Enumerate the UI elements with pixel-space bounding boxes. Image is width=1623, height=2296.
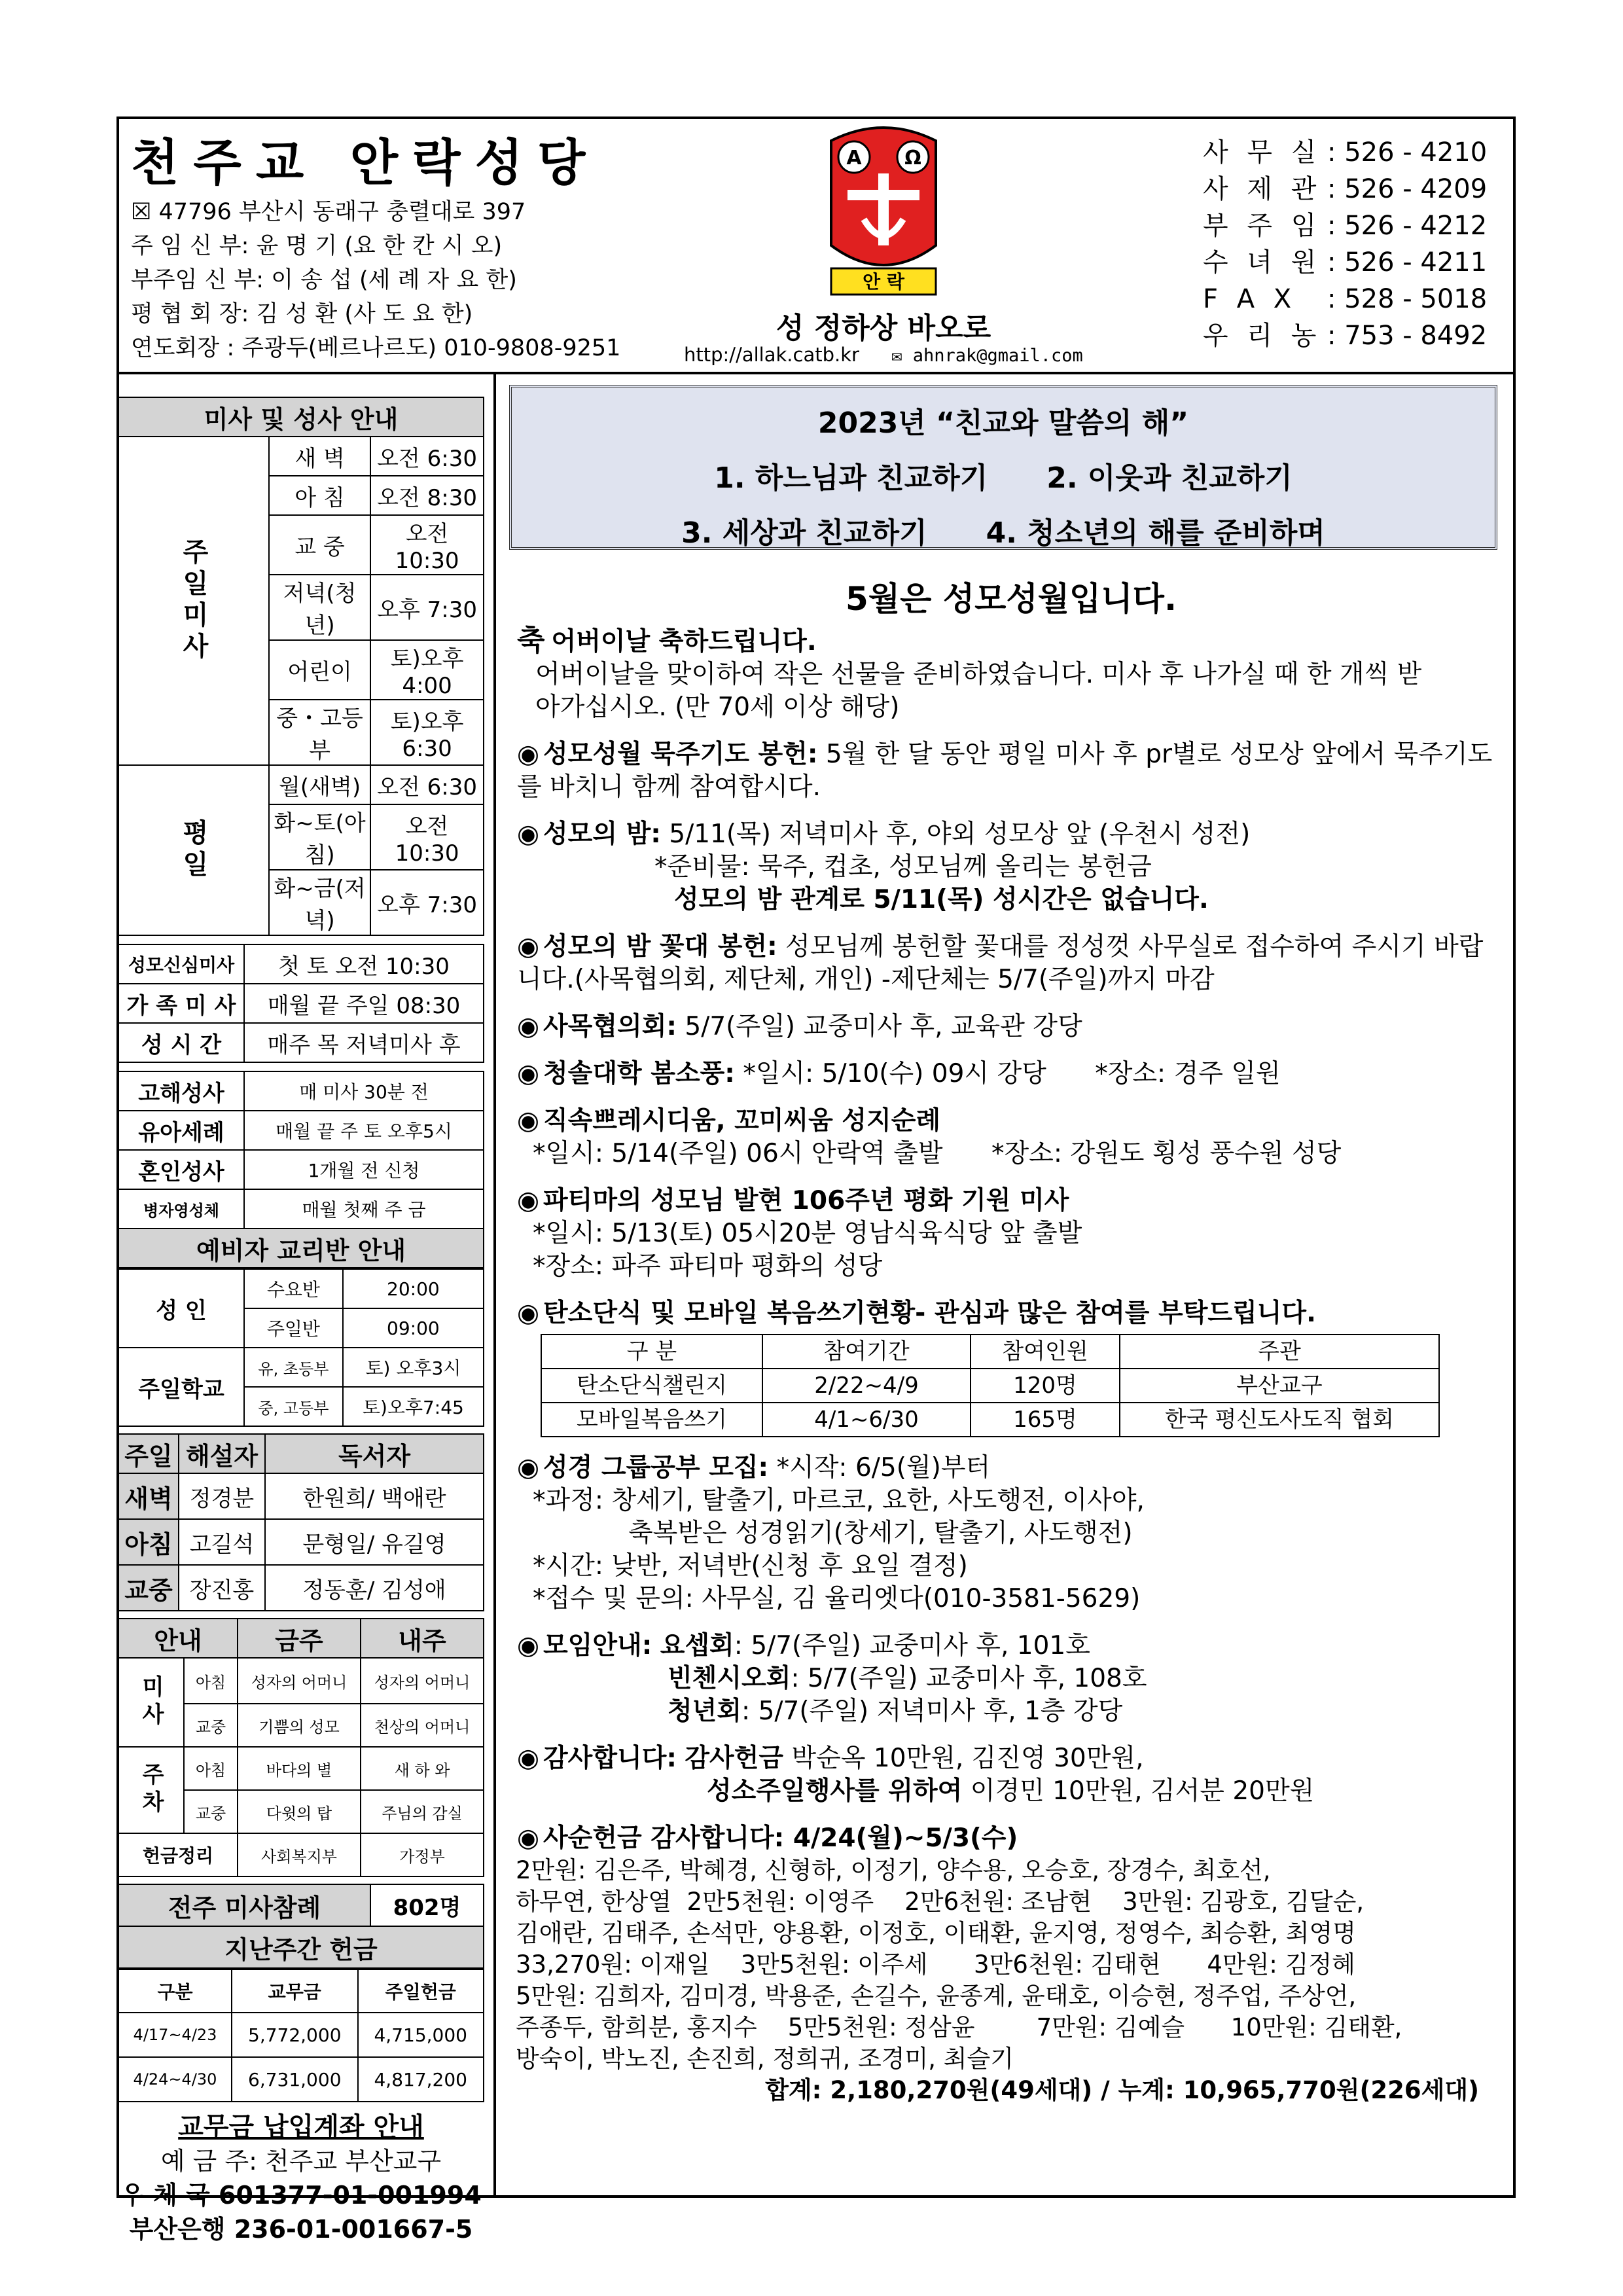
mass-time: 오후 7:30 [370,870,484,935]
council-line: 평 협 회 장: 김 성 환 (사 도 요 한) [131,301,473,327]
contact-web [684,344,1083,366]
address: ☒ 47796 부산시 동래구 충렬대로 397 [131,199,526,225]
mass-name: 중・고등부 [269,700,370,765]
assistant-line: 부주임 신 부: 이 송 섭 (세 례 자 요 한) [131,267,517,293]
theme-item: 4. 청소년의 해를 준비하며 [986,516,1325,550]
mass-time: 오전 10:30 [370,515,484,575]
bullet-icon: ◉ [517,819,540,849]
bullet-icon: ◉ [517,1012,540,1041]
theme-item: 3. 세상과 친교하기 [681,516,927,550]
patron-saint: 성 정하상 바오로 [776,312,991,345]
parish-info [131,195,620,365]
theme-item: 2. 이웃과 친교하기 [1046,461,1293,495]
notice-pilgrimage: ◉ 직속쁘레시디움, 꼬미씨움 성지순례 *일시: 5/14(주일) 06시 안락역 출발 *장소: 강원도 횡성 풍수원 성당 [517,1106,1342,1168]
notice-carbon-fast: ◉ 탄소단식 및 모바일 복음쓰기현황- 관심과 많은 참여를 부탁드립니다. 구 분 참여기간 참여인원 주관 탄소단식챌린지 2/22~4/9 120명 부산교구 모바일복음쓰기 4/1~6/30 165명 한국 평신도사도직 협회 [517,1297,1505,1437]
logo-text: 안 락 [863,271,904,293]
sacrament-table: 고해성사 매 미사 30분 전 유아세례 매월 끝 주 토 오후5시 혼인성사 1개월 전 신청 병자영성체 매월 첫째 주 금 예비자 교리반 안내 [118,1071,484,1268]
phone-row: 수 녀 원 : 526 - 4211 [1203,247,1488,278]
catechism-table: 성 인 수요반 20:00 주일반 09:00 주일학교 유, 초등부 토) 오후3시 중, 고등부 토)오후7:45 [118,1268,484,1427]
bullet-icon: ◉ [517,740,540,769]
headline: 5월은 성모성월입니다. [846,580,1177,618]
notice-council: ◉ 사목협의회: 5/7(주일) 교중미사 후, 교육관 강당 [517,1011,1505,1043]
phone-list [1203,134,1487,354]
mail-icon: ✉ [891,346,913,366]
notice-flowers: ◉ 성모의 밤 꽃대 봉헌: 성모님께 봉헌할 꽃대를 정성껏 사무실로 접수하여 주시기 바랍니다.(사목협의회, 제단체, 개인) -제단체는 5/7(주일)까지 마감 [517,932,1484,994]
attendance-label: 전주 미사참례 [118,1884,370,1926]
notice-may-night: ◉ 성모의 밤: 5/11(목) 저녁미사 후, 야외 성모상 앞 (우천시 성전) *준비물: 묵주, 컵초, 성모님께 올리는 봉헌금 성모의 밤 관계로 5/11(목) 성시간은 없습니다. [517,819,1251,914]
notices [516,580,1505,2106]
offering-table: 구분 교무금 주일헌금 4/17~4/23 5,772,000 4,715,000 4/24~4/30 6,731,000 4,817,200 [118,1969,484,2102]
mass-name: 교 중 [269,515,370,575]
bullet-icon: ◉ [517,1059,540,1088]
bullet-icon: ◉ [517,1631,540,1660]
notice-fatima: ◉ 파티마의 성모님 발현 106주년 평화 기원 미사 *일시: 5/13(토) 05시20분 영남식육식당 앞 출발 *장소: 파주 파티마 평화의 성당 [517,1186,1082,1281]
parish-logo [818,121,949,304]
notice-thanks: ◉ 감사합니다: 감사헌금 박순옥 10만원, 김진영 30만원, 성소주일행사를 위하여 이경민 10만원, 김서분 20만원 [517,1744,1315,1806]
mass-name: 저녁(청년) [269,575,370,640]
mass-name: 아 침 [269,476,370,515]
fast-table: 구 분 참여기간 참여인원 주관 탄소단식챌린지 2/22~4/9 120명 부산교구 모바일복음쓰기 4/1~6/30 165명 한국 평신도사도직 협회 [541,1334,1440,1437]
bullet-icon: ◉ [517,1453,540,1482]
mass-time: 토)오후 6:30 [370,700,484,765]
readers-table: 주일 해설자 독서자 새벽 정경분 한원희/ 백애란 아침 고길석 문형일/ 유길영 교중 장진홍 정동훈/ 김성애 [118,1433,484,1611]
weekday-label: 평일 [118,765,269,935]
bullet-icon: ◉ [517,1744,540,1773]
phone-row: 부 주 임 : 526 - 4212 [1203,211,1488,241]
mass-header: 미사 및 성사 안내 [118,397,484,437]
catechism-header: 예비자 교리반 안내 [118,1229,484,1268]
attendance-value: 802명 [370,1884,484,1926]
bullet-icon: ◉ [517,932,540,961]
mass-name: 어린이 [269,640,370,700]
bullet-icon: ◉ [517,1299,540,1328]
bullet-icon: ◉ [517,1106,540,1136]
notice-picnic: ◉ 청솔대학 봄소풍: *일시: 5/10(수) 09시 강당 *장소: 경주 일원 [517,1058,1505,1090]
header-divider [116,372,1516,374]
notice-bible-study: ◉ 성경 그룹공부 모집: *시작: 6/5(월)부터 *과정: 창세기, 탈출기, 마르코, 요한, 사도행전, 이사야, 축복받은 성경읽기(창세기, 탈출기, 사도행전) *시간: 낮반, 저녁반(신청 후 요일 결정) *접수 및 문의: 사무실, 김 율리엣다(010-3581-5629) [517,1453,1145,1613]
theme-item: 1. 하느님과 친교하기 [714,461,988,495]
mass-time: 토)오후 4:00 [370,640,484,700]
bullet-icon: ◉ [517,1186,540,1215]
phone-row: 사 무 실 : 526 - 4210 [1203,137,1488,168]
celebration-icon: 축 [517,624,545,657]
sidebar [118,397,484,2246]
logo-omega: Ω [904,147,921,170]
mass-time: 오후 7:30 [370,575,484,640]
column-divider [493,374,496,2198]
pastor-line: 주 임 신 부: 윤 명 기 (요 한 칸 시 오) [131,233,503,259]
mothers-day: 축 어버이날 축하드립니다. 어버이날을 맞이하여 작은 선물을 준비하였습니다. 미사 후 나가실 때 한 개씩 받아가십시오. (만 70세 이상 해당) [517,624,1422,722]
mass-name: 월(새벽) [269,765,370,804]
special-mass-table: 성모신심미사 첫 토 오전 10:30 가 족 미 사 매월 끝 주일 08:30 성 시 간 매주 목 저녁미사 후 [118,944,484,1063]
mass-time: 오전 8:30 [370,476,484,515]
phone-row: 우 리 농 : 753 - 8492 [1203,321,1488,351]
phone-row: F A X : 528 - 5018 [1203,284,1488,314]
mass-name: 화~금(저녁) [269,870,370,935]
email-link[interactable]: ✉ ahnrak@gmail.com [891,346,1083,366]
notice-lent-offering: ◉ 사순헌금 감사합니다: 4/24(월)~5/3(수) 2만원: 김은주, 박혜경, 신형하, 이정기, 양수용, 오승호, 장경수, 최호선, 하무연, 한상열 2만5천원: 이영주 2만6천원: 조남현 3만원: 김광호, 김달순, 김애란, 김태주, 손석만, 양용환, 이정호, 이태환, 윤지영, 정영수, 최승환, 최영명 33,270원: 이재일 3만5천원: 이주세 3만6천원: 김태현 4만원: 김정혜 5만원: 김희자, 김미경, 박용준, 손길수, 윤종계, 윤태호, 이승현, 정주업, 주상언, 주종두, 함희분, 홍지수 5만5천원: 정삼윤 7만원: 김예슬 10만원: 김태환, 방숙이, 박노진, 손진희, 정희귀, 조경미, 최슬기 합계: 2,180,270원(49세대) / 누계: 10,965,770원(226세대) [517,1822,1505,2106]
mass-time: 오전 10:30 [370,804,484,870]
logo-alpha: A [846,147,862,170]
youth-line: 연도회장 : 주광두(베르나르도) 010-9808-9251 [131,335,621,361]
offering-total: 합계: 2,180,270원(49세대) / 누계: 10,965,770원(226세대) [765,2076,1479,2104]
sunday-label: 주일미사 [118,437,269,765]
notice-meetings: ◉ 모임안내: 요셉회: 5/7(주일) 교중미사 후, 101호 빈첸시오회: 5/7(주일) 교중미사 후, 108호 청년회: 5/7(주일) 저녁미사 후, 1층 강당 [517,1631,1147,1726]
account-info: 교무금 납입계좌 안내 예 금 주: 천주교 부산교구 우 체 국 601377-01-001994 부산은행 236-01-001667-5 [120,2112,482,2244]
mass-time: 오전 6:30 [370,437,484,476]
guide-table: 안내 금주 내주 미사 아침 성자의 어머니 성자의 어머니 교중 기쁨의 성모 천상의 어머니 주차 아침 바다의 별 새 하 와 교중 다윗의 탑 주님의 감실 헌금정리 사회복지부 가정부 [118,1618,484,1877]
attendance-table [118,1884,484,1969]
mass-name: 새 벽 [269,437,370,476]
mass-name: 화~토(아침) [269,804,370,870]
theme-title: 2023년 “친교와 말씀의 해” [817,406,1189,440]
phone-row: 사 제 관 : 526 - 4209 [1203,174,1488,204]
website-link[interactable]: http://allak.catb.kr [684,344,859,366]
year-theme-box [509,385,1497,550]
mass-time: 오전 6:30 [370,765,484,804]
offering-header: 지난주간 헌금 [118,1926,484,1968]
notice-rosary: ◉ 성모성월 묵주기도 봉헌: 5월 한 달 동안 평일 미사 후 pr별로 성모상 앞에서 묵주기도를 바치니 함께 참여합시다. [517,740,1493,802]
bullet-icon: ◉ [517,1823,540,1853]
parish-title: 천주교 안락성당 [131,134,600,192]
mass-table [118,397,484,936]
